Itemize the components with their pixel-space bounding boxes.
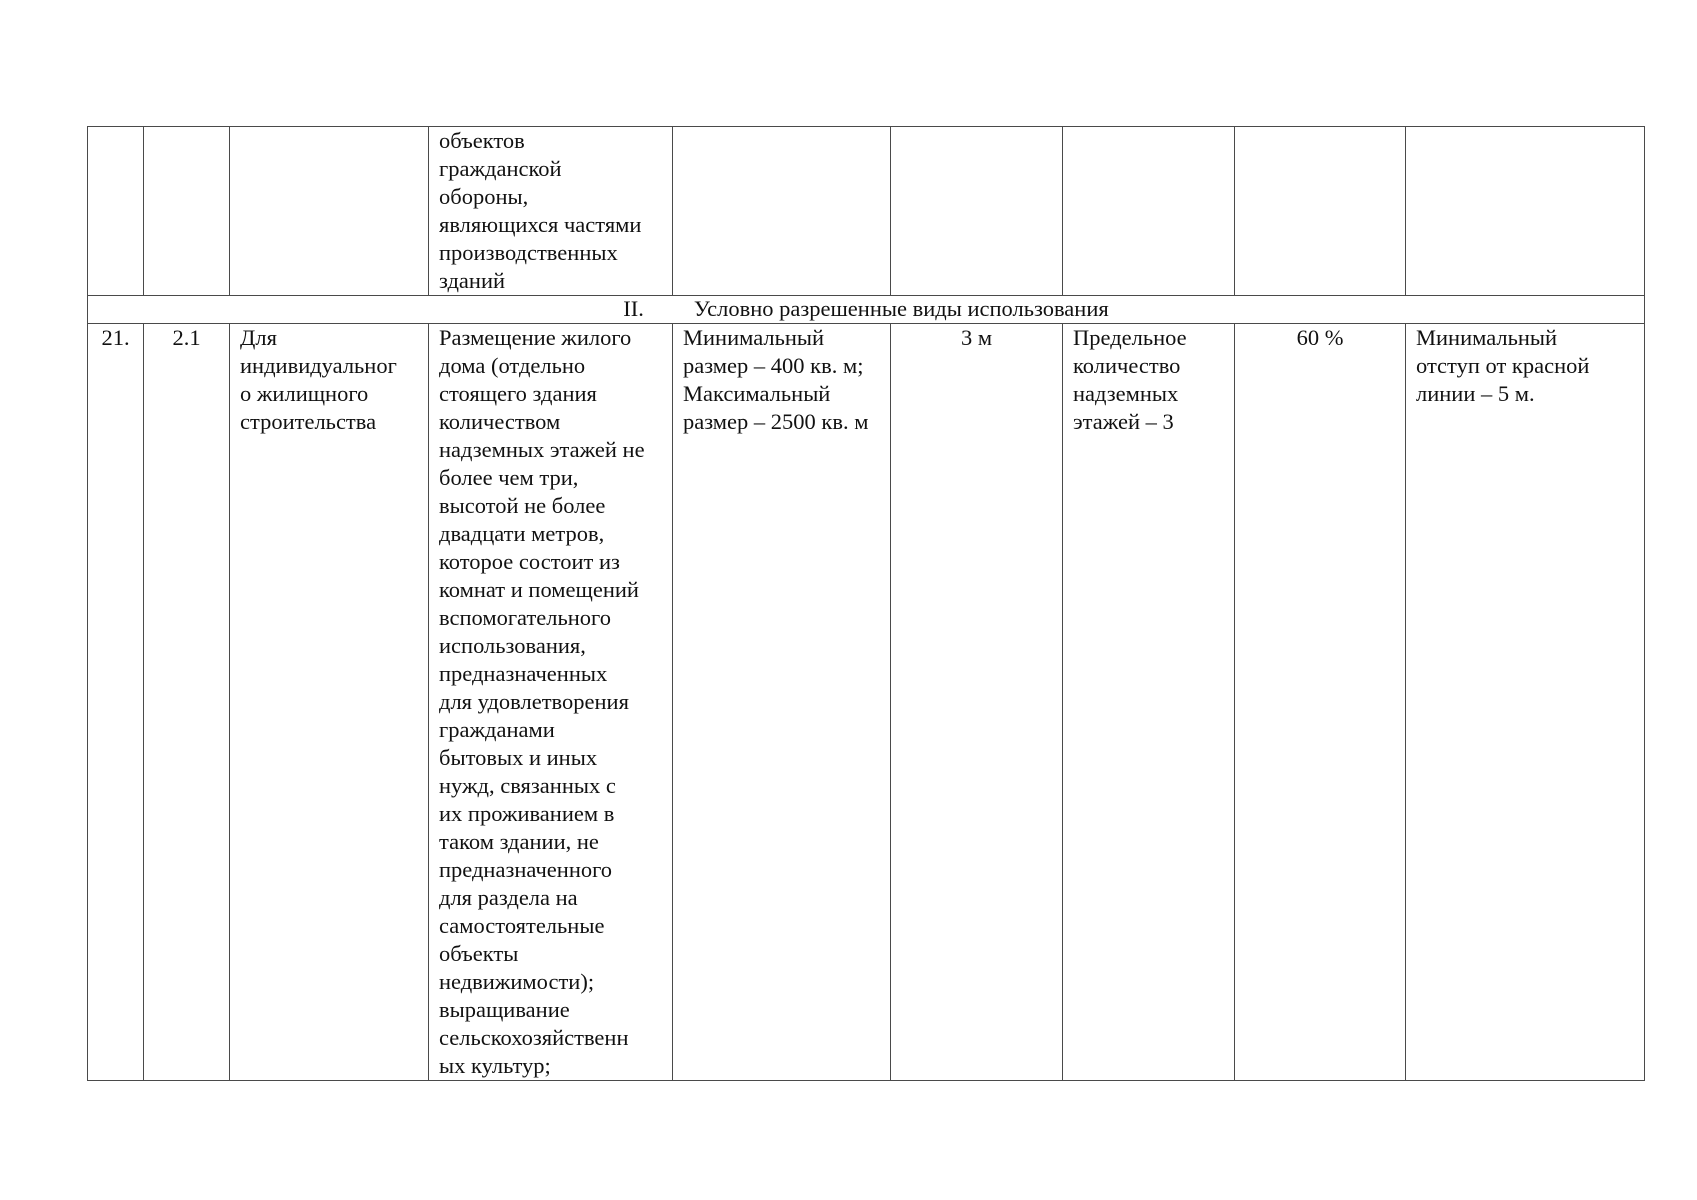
cell-code xyxy=(144,324,230,1081)
cell-description xyxy=(429,324,673,1081)
cell-red-line-empty xyxy=(1406,127,1645,296)
cell-code-empty xyxy=(144,127,230,296)
row-plot-size: Минимальный размер – 400 кв. м; Максимальный размер – 2500 кв. м xyxy=(683,325,869,434)
row-coverage: 60 % xyxy=(1296,325,1344,350)
continued-description-text: объектов гражданской обороны, являющихся частями производственных зданий xyxy=(439,128,642,293)
table-row-continued xyxy=(88,127,1645,296)
row-description: Размещение жилого дома (отдельно стоящего здания количеством надземных этажей не более чем три, высотой не более двадцати метров, которое состоит из комнат и помещений вспомогательного использования, предназначенных для удовлетворения гражданами бытовых и иных нужд, связанных с их проживанием в таком здании, не предназначенного для раздела на самостоятельные объекты недвижимости); выращивание сельскохозяйственн ых культур; xyxy=(439,325,645,1078)
regulations-table xyxy=(87,126,1645,1081)
cell-name xyxy=(230,324,429,1081)
section-number: II. xyxy=(623,296,644,321)
section-title: Условно разрешенные виды использования xyxy=(693,296,1109,321)
cell-index xyxy=(88,324,144,1081)
section-header xyxy=(88,296,1645,324)
cell-coverage-empty xyxy=(1235,127,1406,296)
row-index: 21. xyxy=(101,325,130,350)
cell-red-line xyxy=(1406,324,1645,1081)
cell-floors-empty xyxy=(1063,127,1235,296)
cell-setback-empty xyxy=(891,127,1063,296)
cell-floors xyxy=(1063,324,1235,1081)
cell-name-empty xyxy=(230,127,429,296)
cell-plot-size-empty xyxy=(673,127,891,296)
row-name: Для индивидуальног о жилищного строительства xyxy=(240,325,397,434)
row-code: 2.1 xyxy=(172,325,201,350)
row-red-line: Минимальный отступ от красной линии – 5 м. xyxy=(1416,325,1590,406)
row-floors: Предельное количество надземных этажей – 3 xyxy=(1073,325,1187,434)
row-setback: 3 м xyxy=(960,325,993,350)
cell-setback xyxy=(891,324,1063,1081)
cell-description xyxy=(429,127,673,296)
cell-index-empty xyxy=(88,127,144,296)
section-header-row xyxy=(88,296,1645,324)
table-row xyxy=(88,324,1645,1081)
cell-plot-size xyxy=(673,324,891,1081)
cell-coverage xyxy=(1235,324,1406,1081)
